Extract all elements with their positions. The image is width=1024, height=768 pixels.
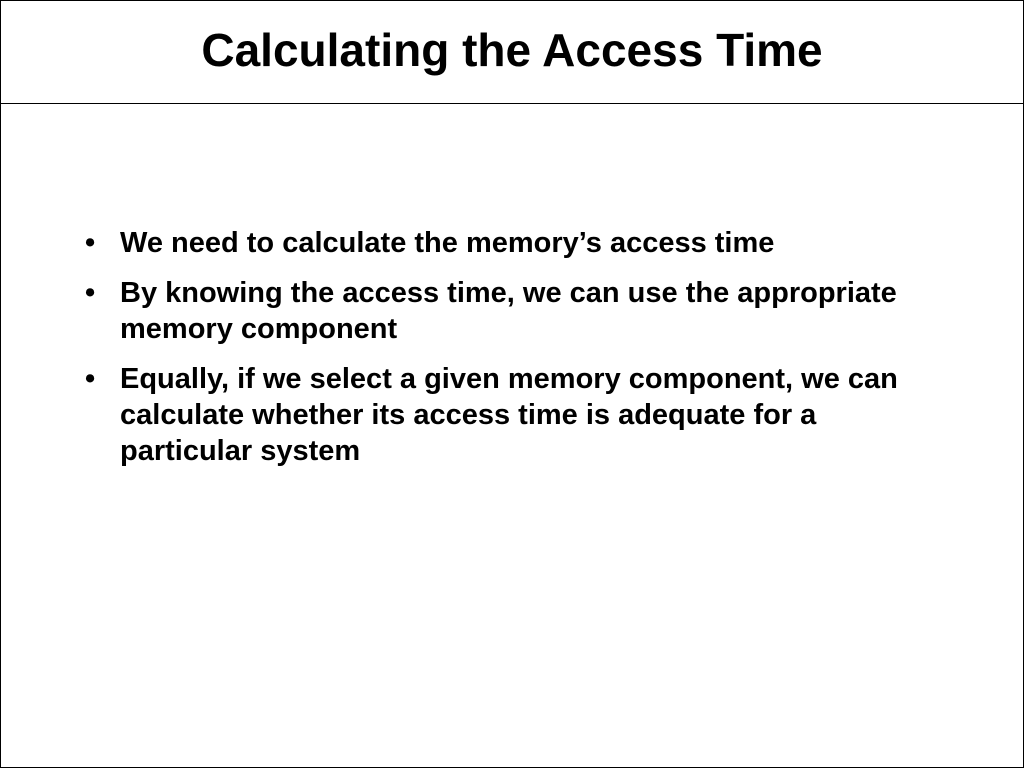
title-band [1, 1, 1023, 104]
bullet-icon: • [85, 363, 96, 395]
bullet-item [85, 361, 925, 469]
bullet-item [85, 275, 925, 347]
bullet-item [85, 225, 925, 261]
bullet-text: By knowing the access time, we can use the appropriate memory component [120, 277, 897, 345]
bullet-icon: • [85, 277, 96, 309]
bullet-list [85, 225, 925, 483]
bullet-text: Equally, if we select a given memory component, we can calculate whether its access time is adequate for a particular system [120, 363, 898, 467]
slide-title: Calculating the Access Time [201, 24, 823, 76]
bullet-text: We need to calculate the memory’s access time [120, 227, 775, 259]
bullet-icon: • [85, 227, 96, 259]
